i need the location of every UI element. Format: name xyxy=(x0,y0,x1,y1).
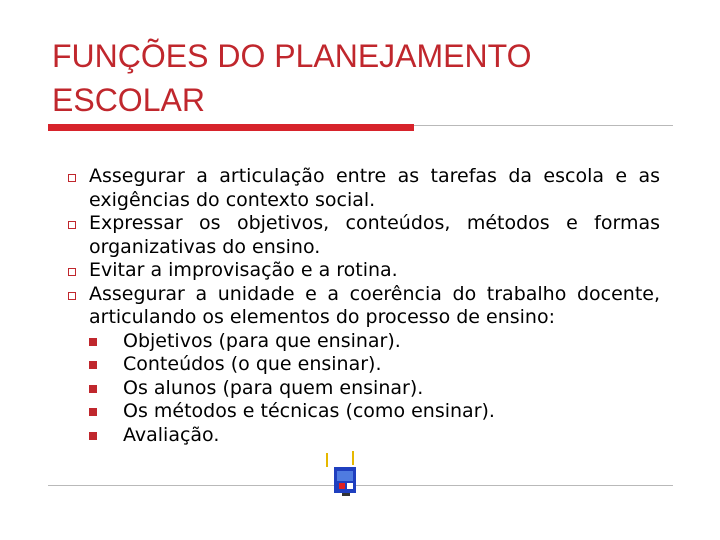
hollow-square-bullet-icon xyxy=(68,174,76,182)
clip-art-icon xyxy=(322,451,366,497)
sub-bullet-item xyxy=(60,353,660,377)
filled-square-bullet-icon xyxy=(89,361,97,369)
sub-bullet-text: Avaliação. xyxy=(123,423,220,446)
bullet-text: Assegurar a unidade e a coerência do trabalho docente, articulando os elementos do processo de ensino: xyxy=(89,282,660,328)
sub-bullet-text: Conteúdos (o que ensinar). xyxy=(123,353,382,375)
bullet-item xyxy=(60,165,660,212)
sub-bullet-text: Os métodos e técnicas (como ensinar). xyxy=(123,400,495,422)
title-underline-gray xyxy=(414,125,673,126)
bullet-text: Expressar os objetivos, conteúdos, métodos e formas organizativas do ensino. xyxy=(89,212,660,258)
hollow-square-bullet-icon xyxy=(68,268,76,276)
filled-square-bullet-icon xyxy=(89,432,97,440)
bullet-text: Evitar a improvisação e a rotina. xyxy=(89,259,398,281)
title-underline-red xyxy=(48,124,414,131)
sub-bullet-text: Objetivos (para que ensinar). xyxy=(123,329,401,352)
bullet-item xyxy=(60,283,660,330)
sub-bullet-item xyxy=(60,400,660,424)
hollow-square-bullet-icon xyxy=(68,292,76,300)
slide-body xyxy=(60,165,660,447)
bullet-item xyxy=(60,212,660,259)
sub-bullet-item xyxy=(60,424,660,448)
bullet-item xyxy=(60,259,660,283)
sub-bullet-text: Os alunos (para quem ensinar). xyxy=(123,376,424,399)
slide-title: FUNÇÕES DO PLANEJAMENTO ESCOLAR xyxy=(52,38,532,118)
sub-bullet-item xyxy=(60,377,660,401)
hollow-square-bullet-icon xyxy=(68,221,76,229)
bullet-text: Assegurar a articulação entre as tarefas da escola e as exigências do contexto social. xyxy=(89,165,660,211)
filled-square-bullet-icon xyxy=(89,408,97,416)
filled-square-bullet-icon xyxy=(89,338,97,346)
filled-square-bullet-icon xyxy=(89,385,97,393)
sub-bullet-item xyxy=(60,330,660,354)
